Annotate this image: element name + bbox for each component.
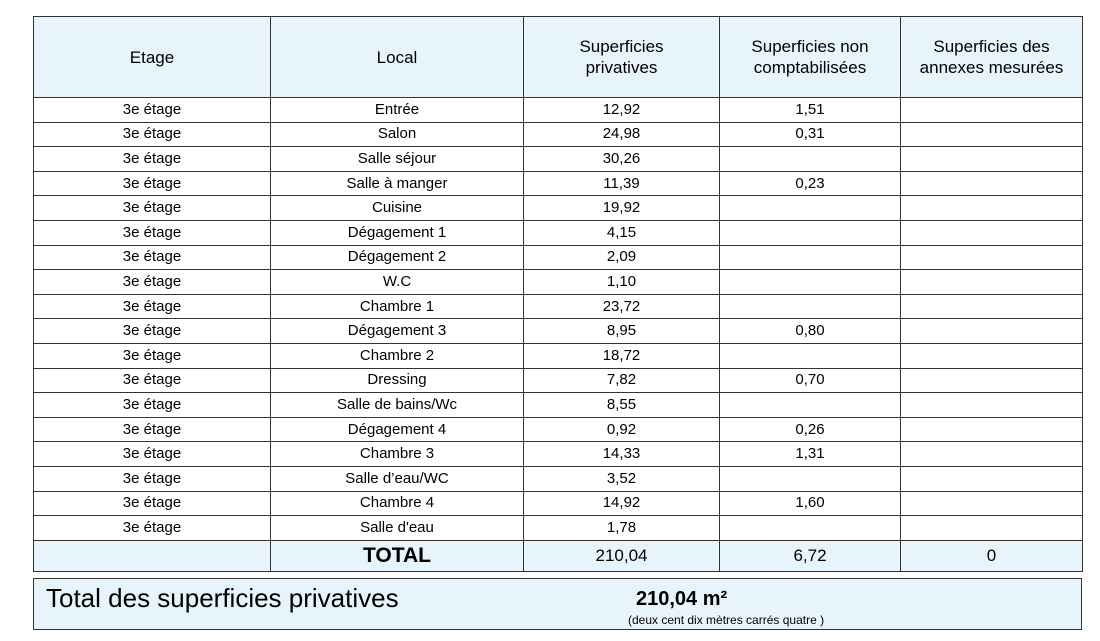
summary-box [33,578,1082,630]
annexes-cell [901,98,1083,123]
privatives-cell: 8,95 [524,319,720,344]
table-row [34,442,1083,467]
table-row [34,516,1083,541]
local-cell: Chambre 1 [271,294,524,319]
privatives-cell: 24,98 [524,122,720,147]
annexes-cell [901,294,1083,319]
table-row [34,417,1083,442]
privatives-cell: 3,52 [524,466,720,491]
privatives-cell: 1,10 [524,270,720,295]
surfaces-table [33,16,1083,572]
table-row [34,98,1083,123]
etage-cell: 3e étage [34,368,271,393]
table-row [34,319,1083,344]
table-row [34,147,1083,172]
local-cell: Dégagement 2 [271,245,524,270]
etage-cell: 3e étage [34,491,271,516]
header-row [34,17,1083,98]
local-cell: Chambre 4 [271,491,524,516]
table-row [34,368,1083,393]
total-etage-cell [34,540,271,571]
non-comptabilisees-cell [720,294,901,319]
privatives-cell: 18,72 [524,343,720,368]
etage-cell: 3e étage [34,147,271,172]
local-cell: Salle d’eau/WC [271,466,524,491]
header-superficies-privatives: Superficies privatives [524,17,720,98]
table-row [34,466,1083,491]
non-comptabilisees-cell [720,516,901,541]
table-row [34,393,1083,418]
local-cell: Dégagement 4 [271,417,524,442]
privatives-cell: 30,26 [524,147,720,172]
non-comptabilisees-cell [720,245,901,270]
header-etage: Etage [34,17,271,98]
privatives-cell: 1,78 [524,516,720,541]
local-cell: Salle de bains/Wc [271,393,524,418]
privatives-cell: 7,82 [524,368,720,393]
non-comptabilisees-cell: 0,80 [720,319,901,344]
annexes-cell [901,171,1083,196]
etage-cell: 3e étage [34,245,271,270]
total-non-comptabilisees: 6,72 [720,540,901,571]
non-comptabilisees-cell: 0,23 [720,171,901,196]
annexes-cell [901,270,1083,295]
local-cell: Salle d'eau [271,516,524,541]
total-annexes: 0 [901,540,1083,571]
table-row [34,491,1083,516]
local-cell: Salle séjour [271,147,524,172]
total-row [34,540,1083,571]
etage-cell: 3e étage [34,122,271,147]
local-cell: Chambre 2 [271,343,524,368]
etage-cell: 3e étage [34,270,271,295]
etage-cell: 3e étage [34,220,271,245]
non-comptabilisees-cell [720,466,901,491]
annexes-cell [901,220,1083,245]
annexes-cell [901,393,1083,418]
annexes-cell [901,245,1083,270]
non-comptabilisees-cell: 1,51 [720,98,901,123]
annexes-cell [901,147,1083,172]
non-comptabilisees-cell: 1,60 [720,491,901,516]
total-privatives: 210,04 [524,540,720,571]
header-local: Local [271,17,524,98]
non-comptabilisees-cell: 0,31 [720,122,901,147]
table-footer [34,540,1083,571]
annexes-cell [901,343,1083,368]
local-cell: Dressing [271,368,524,393]
annexes-cell [901,442,1083,467]
etage-cell: 3e étage [34,417,271,442]
etage-cell: 3e étage [34,442,271,467]
non-comptabilisees-cell: 1,31 [720,442,901,467]
annexes-cell [901,319,1083,344]
summary-value: 210,04 m² [636,588,728,610]
privatives-cell: 0,92 [524,417,720,442]
privatives-cell: 2,09 [524,245,720,270]
etage-cell: 3e étage [34,393,271,418]
non-comptabilisees-cell: 0,26 [720,417,901,442]
table-row [34,294,1083,319]
local-cell: Salon [271,122,524,147]
summary-label: Total des superficies privatives [46,583,399,613]
local-cell: Salle à manger [271,171,524,196]
table-row [34,122,1083,147]
etage-cell: 3e étage [34,196,271,221]
privatives-cell: 14,92 [524,491,720,516]
etage-cell: 3e étage [34,98,271,123]
table-row [34,245,1083,270]
privatives-cell: 19,92 [524,196,720,221]
non-comptabilisees-cell [720,196,901,221]
non-comptabilisees-cell [720,393,901,418]
non-comptabilisees-cell [720,343,901,368]
etage-cell: 3e étage [34,171,271,196]
etage-cell: 3e étage [34,516,271,541]
table-body [34,98,1083,541]
non-comptabilisees-cell [720,270,901,295]
etage-cell: 3e étage [34,343,271,368]
non-comptabilisees-cell [720,147,901,172]
privatives-cell: 12,92 [524,98,720,123]
annexes-cell [901,466,1083,491]
annexes-cell [901,196,1083,221]
total-label: TOTAL [271,540,524,571]
table-row [34,270,1083,295]
local-cell: Dégagement 3 [271,319,524,344]
etage-cell: 3e étage [34,466,271,491]
local-cell: Cuisine [271,196,524,221]
local-cell: Chambre 3 [271,442,524,467]
etage-cell: 3e étage [34,294,271,319]
privatives-cell: 11,39 [524,171,720,196]
local-cell: W.C [271,270,524,295]
table-row [34,171,1083,196]
summary-value-in-words: (deux cent dix mètres carrés quatre ) [628,613,825,627]
table-header [34,17,1083,98]
annexes-cell [901,122,1083,147]
non-comptabilisees-cell: 0,70 [720,368,901,393]
annexes-cell [901,368,1083,393]
privatives-cell: 23,72 [524,294,720,319]
table-row [34,196,1083,221]
header-superficies-non-comptabilisees: Superficies non comptabilisées [720,17,901,98]
local-cell: Entrée [271,98,524,123]
annexes-cell [901,491,1083,516]
annexes-cell [901,417,1083,442]
table-row [34,220,1083,245]
header-superficies-annexes: Superficies des annexes mesurées [901,17,1083,98]
table-row [34,343,1083,368]
privatives-cell: 8,55 [524,393,720,418]
etage-cell: 3e étage [34,319,271,344]
privatives-cell: 14,33 [524,442,720,467]
annexes-cell [901,516,1083,541]
non-comptabilisees-cell [720,220,901,245]
local-cell: Dégagement 1 [271,220,524,245]
privatives-cell: 4,15 [524,220,720,245]
